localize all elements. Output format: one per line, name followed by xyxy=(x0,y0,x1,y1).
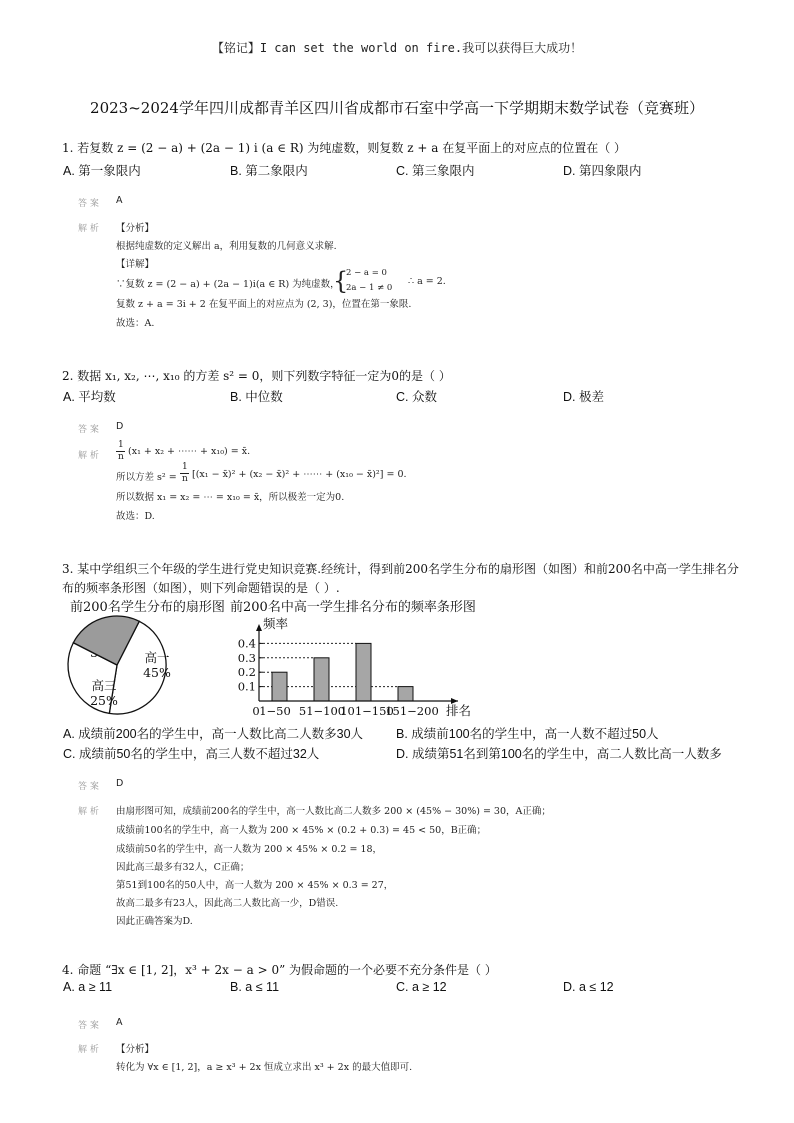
question-1-answer: A xyxy=(116,195,123,206)
solution-line: 故选：D. xyxy=(116,511,155,522)
question-2-stem: 2. 数据 x₁, x₂, ⋯, x₁₀ 的方差 s² = 0，则下列数字特征一定为0的是（ ） xyxy=(62,369,451,383)
solution-line: 故选：A. xyxy=(116,318,155,329)
y-tick-label: 0.2 xyxy=(237,665,256,680)
question-3-option-d: D. 成绩第51名到第100名的学生中，高二人数比高一人数多 xyxy=(396,747,722,761)
solution-line: 因此高三最多有32人，C正确； xyxy=(116,862,250,873)
bar xyxy=(356,643,371,701)
question-2-option-a: A. 平均数 xyxy=(63,390,116,404)
fraction-numerator: 1 xyxy=(182,462,188,472)
solution-line: 故高二最多有23人，因此高二人数比高一少，D错误. xyxy=(116,898,339,909)
solution-line: 所以数据 x₁ = x₂ = ⋯ = x₁₀ = x̄，所以极差一定为0. xyxy=(116,492,345,503)
question-4-option-a: A. a ≥ 11 xyxy=(63,980,113,994)
pie-chart-title: 前200名学生分布的扇形图 xyxy=(70,600,225,615)
x-axis-label: 排名 xyxy=(446,703,472,718)
solution-line: 根据纯虚数的定义解出 a，利用复数的几何意义求解. xyxy=(116,241,337,252)
analysis-label: 解 析 xyxy=(78,224,99,234)
y-tick-label: 0.1 xyxy=(237,679,256,694)
x-tick-label: 151−200 xyxy=(385,704,439,718)
question-4-option-d: D. a ≤ 12 xyxy=(563,980,614,994)
solution-line: 成绩前100名的学生中，高一人数为 200 × 45% × (0.2 + 0.3) = 45 < 50，B正确； xyxy=(116,825,487,836)
question-4-option-b: B. a ≤ 11 xyxy=(230,980,280,994)
fraction-denominator: n xyxy=(182,474,188,484)
pie-slice-label: 高一 xyxy=(144,650,170,665)
bar-chart xyxy=(226,612,476,724)
question-2-option-c: C. 众数 xyxy=(396,390,437,404)
answer-label: 答 案 xyxy=(78,199,99,209)
y-axis-arrow xyxy=(256,624,262,631)
y-tick-label: 0.4 xyxy=(237,636,256,651)
question-4-option-c: C. a ≥ 12 xyxy=(396,980,447,994)
fraction-denominator: n xyxy=(118,452,124,462)
solution-line: 所以方差 s² = xyxy=(116,472,177,483)
solution-line: 【分析】 xyxy=(116,1044,155,1055)
question-1-option-c: C. 第三象限内 xyxy=(396,164,475,178)
x-tick-label: 1−50 xyxy=(259,704,291,718)
page-motto: 【铭记】I can set the world on fire.我可以获得巨大成功！ xyxy=(211,41,583,55)
question-2-option-b: B. 中位数 xyxy=(230,390,283,404)
question-1-option-d: D. 第四象限内 xyxy=(563,164,642,178)
answer-label: 答 案 xyxy=(78,425,99,435)
solution-line: 成绩前50名的学生中，高一人数为 200 × 45% × 0.2 = 18， xyxy=(116,844,383,855)
solution-line: 【详解】 xyxy=(116,259,155,270)
question-2-answer: D xyxy=(116,421,124,432)
solution-line: (x₁ + x₂ + ⋯⋯ + x₁₀) = x̄. xyxy=(128,446,251,457)
solution-conclusion: ∴ a = 2. xyxy=(408,276,446,287)
question-3-option-a: A. 成绩前200名的学生中，高一人数比高二人数多30人 xyxy=(63,727,364,741)
fraction-numerator: 1 xyxy=(118,440,124,450)
question-3-answer: D xyxy=(116,778,124,789)
origin-label: 0 xyxy=(252,704,260,718)
question-1-stem: 1. 若复数 z = (2 − a) + (2a − 1) i (a ∈ R) 为纯虚数，则复数 z + a 在复平面上的对应点的位置在（ ） xyxy=(62,141,627,155)
pie-chart xyxy=(66,612,216,722)
y-axis-label: 频率 xyxy=(263,616,289,631)
bar xyxy=(314,658,329,701)
y-tick-label: 0.3 xyxy=(237,650,256,665)
solution-line: 因此正确答案为D. xyxy=(116,916,193,927)
solution-line: ∵复数 z = (2 − a) + (2a − 1)i(a ∈ R) 为纯虚数， xyxy=(116,279,340,290)
question-4-answer: A xyxy=(116,1017,123,1028)
x-tick-label: 101−150 xyxy=(340,704,394,718)
question-2-option-d: D. 极差 xyxy=(563,390,604,404)
x-tick-label: 51−100 xyxy=(298,704,346,718)
system-brace: { xyxy=(333,267,349,295)
solution-line: 第51到100名的50人中，高一人数为 200 × 45% × 0.3 = 27， xyxy=(116,880,394,891)
bar xyxy=(272,672,287,701)
system-equation: 2 − a = 0 xyxy=(346,268,387,278)
pie-slice-label: 高三 xyxy=(91,678,117,693)
solution-line: 由扇形图可知，成绩前200名的学生中，高一人数比高二人数多 200 × (45% − 30%) = 30，A正确； xyxy=(116,806,551,817)
solution-line: [(x₁ − x̄)² + (x₂ − x̄)² + ⋯⋯ + (x₁₀ − x̄)²] = 0. xyxy=(192,469,407,480)
pie-slice-value: 25% xyxy=(90,693,118,708)
question-3-option-c: C. 成绩前50名的学生中，高三人数不超过32人 xyxy=(63,747,320,761)
question-3-stem-line-1: 3. 某中学组织三个年级的学生进行党史知识竞赛.经统计，得到前200名学生分布的扇形图（如图）和前200名中高一学生排名分 xyxy=(62,562,739,576)
solution-line: 复数 z + a = 3i + 2 在复平面上的对应点为 (2, 3)，位置在第一象限. xyxy=(116,299,412,310)
analysis-label: 解 析 xyxy=(78,451,99,461)
question-1-option-b: B. 第二象限内 xyxy=(230,164,308,178)
answer-label: 答 案 xyxy=(78,1021,99,1031)
question-4-stem: 4. 命题 “∃x ∈ [1, 2]，x³ + 2x − a > 0” 为假命题的一个必要不充分条件是（ ） xyxy=(62,963,497,977)
pie-slice-value: 45% xyxy=(143,665,171,680)
bar xyxy=(398,687,413,701)
question-3-option-b: B. 成绩前100名的学生中，高一人数不超过50人 xyxy=(396,727,659,741)
bar-chart-title: 前200名中高一学生排名分布的频率条形图 xyxy=(230,600,476,615)
question-3-stem-line-2: 布的频率条形图（如图），则下列命题错误的是（ ）. xyxy=(62,581,340,595)
analysis-label: 解 析 xyxy=(78,807,99,817)
system-equation: 2a − 1 ≠ 0 xyxy=(346,283,393,293)
paper-title: 2023~2024学年四川成都青羊区四川省成都市石室中学高一下学期期末数学试卷（竞赛班） xyxy=(90,99,704,117)
solution-line: 【分析】 xyxy=(116,223,155,234)
solution-line: 转化为 ∀x ∈ [1, 2]，a ≥ x³ + 2x 恒成立求出 x³ + 2x 的最大值即可. xyxy=(116,1062,413,1073)
question-1-option-a: A. 第一象限内 xyxy=(63,164,141,178)
analysis-label: 解 析 xyxy=(78,1045,99,1055)
answer-label: 答 案 xyxy=(78,782,99,792)
